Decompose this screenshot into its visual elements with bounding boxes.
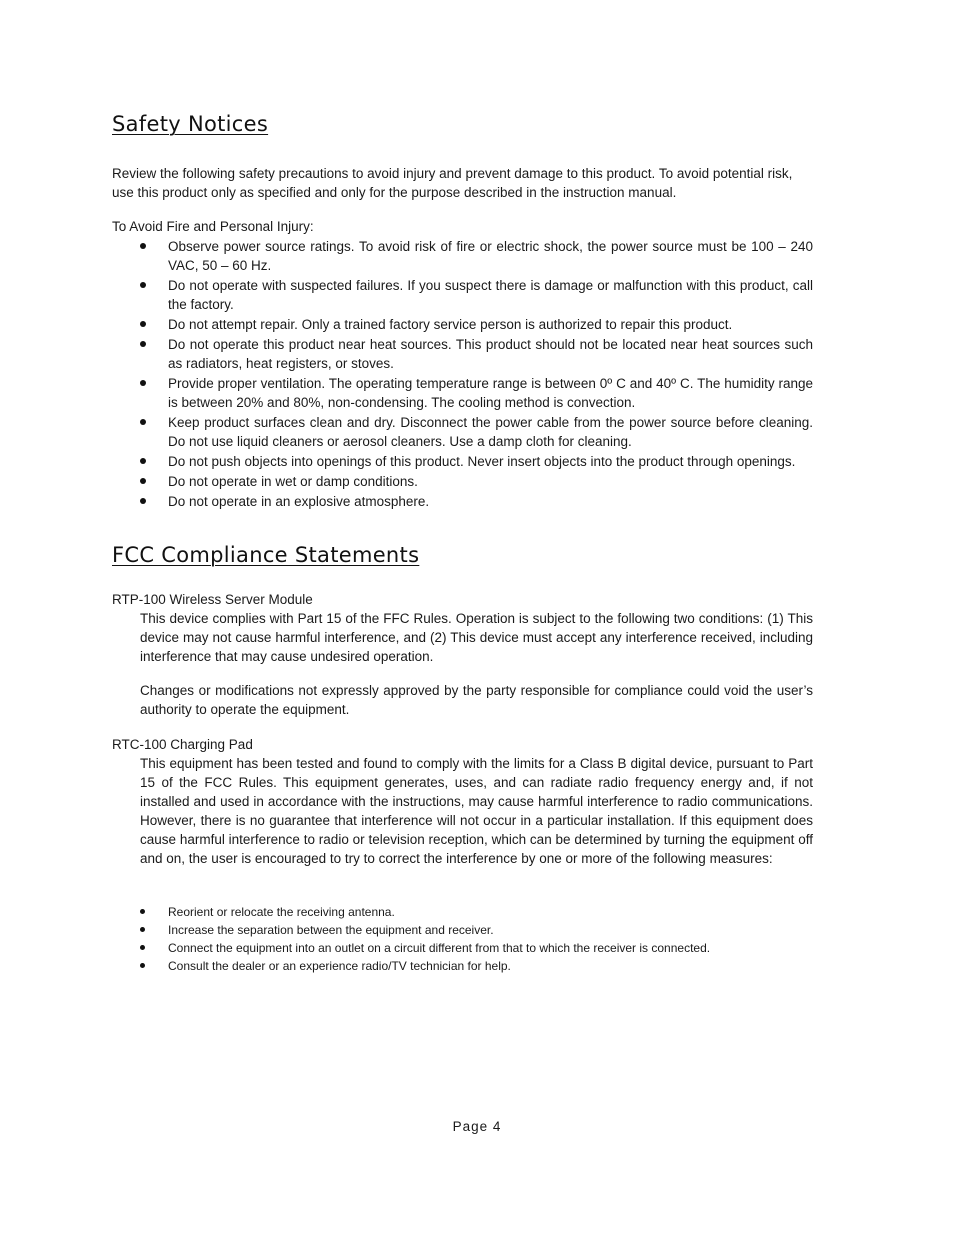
fcc-compliance-heading: FCC Compliance Statements <box>112 543 420 567</box>
bullet-icon <box>140 458 146 464</box>
list-item-text: Do not operate with suspected failures. If you suspect there is damage or malfunction with this product, call the factory. <box>168 278 813 312</box>
list-item-text: Consult the dealer or an experience radio/TV technician for help. <box>168 959 511 973</box>
list-item <box>140 903 813 921</box>
bullet-icon <box>140 282 146 288</box>
list-item-text: Increase the separation between the equipment and receiver. <box>168 923 494 937</box>
list-item <box>140 921 813 939</box>
bullet-icon <box>140 945 145 950</box>
list-item <box>140 237 813 275</box>
bullet-icon <box>140 478 146 484</box>
list-item <box>140 374 813 412</box>
bullet-icon <box>140 498 146 504</box>
list-item <box>140 472 813 491</box>
list-item-text: Reorient or relocate the receiving antenna. <box>168 905 395 919</box>
list-item <box>140 335 813 373</box>
rtp-module-label: RTP-100 Wireless Server Module <box>112 592 313 607</box>
bullet-icon <box>140 243 146 249</box>
list-item <box>140 957 813 975</box>
bullet-icon <box>140 419 146 425</box>
bullet-icon <box>140 341 146 347</box>
list-item-text: Do not attempt repair. Only a trained factory service person is authorized to repair this product. <box>168 317 733 332</box>
safety-intro-paragraph: Review the following safety precautions to avoid injury and prevent damage to this product. To avoid potential risk, use this product only as specified and only for the purpose described in the instruction manual. <box>112 166 793 200</box>
list-item <box>140 492 813 511</box>
bullet-icon <box>140 927 145 932</box>
list-item-text: Do not operate this product near heat sources. This product should not be located near heat sources such as radiators, heat registers, or stoves. <box>168 337 813 371</box>
bullet-icon <box>140 909 145 914</box>
bullet-icon <box>140 321 146 327</box>
list-item <box>140 413 813 451</box>
rtp-modifications-paragraph: Changes or modifications not expressly approved by the party responsible for compliance could void the user’s authority to operate the equipment. <box>140 683 813 717</box>
list-item-text: Do not push objects into openings of this product. Never insert objects into the product through openings. <box>168 454 796 469</box>
list-item <box>140 452 813 471</box>
bullet-icon <box>140 963 145 968</box>
list-item <box>140 315 813 334</box>
list-item <box>140 939 813 957</box>
interference-measures-list <box>140 903 813 975</box>
rtp-compliance-paragraph: This device complies with Part 15 of the FFC Rules. Operation is subject to the following two conditions: (1) This device may not cause harmful interference, and (2) This device must accept any interference received, including interference that may cause undesired operation. <box>140 611 813 664</box>
bullet-icon <box>140 380 146 386</box>
safety-notices-heading: Safety Notices <box>112 112 269 136</box>
list-item-text: Connect the equipment into an outlet on a circuit different from that to which the receiver is connected. <box>168 941 711 955</box>
rtc-pad-label: RTC-100 Charging Pad <box>112 737 253 752</box>
list-item-text: Do not operate in wet or damp conditions. <box>168 474 418 489</box>
list-item-text: Do not operate in an explosive atmosphere. <box>168 494 430 509</box>
safety-subheading: To Avoid Fire and Personal Injury: <box>112 219 314 234</box>
safety-list <box>140 237 813 512</box>
list-item-text: Provide proper ventilation. The operating temperature range is between 0º C and 40º C. The humidity range is between 20% and 80%, non-condensing. The cooling method is convection. <box>168 376 813 410</box>
rtc-compliance-paragraph: This equipment has been tested and found to comply with the limits for a Class B digital device, pursuant to Part 15 of the FCC Rules. This equipment generates, uses, and can radiate radio frequency energy and, if not installed and used in accordance with the instructions, may cause harmful interference to radio communications. However, there is no guarantee that interference will not occur in a particular installation. If this equipment does cause harmful interference to radio or television reception, which can be determined by turning the equipment off and on, the user is encouraged to try to correct the interference by one or more of the following measures: <box>140 756 813 866</box>
page-number: Page 4 <box>452 1119 502 1134</box>
list-item <box>140 276 813 314</box>
list-item-text: Observe power source ratings. To avoid risk of fire or electric shock, the power source must be 100 – 240 VAC, 50 – 60 Hz. <box>168 239 813 273</box>
list-item-text: Keep product surfaces clean and dry. Disconnect the power cable from the power source before cleaning. Do not use liquid cleaners or aerosol cleaners. Use a damp cloth for cleaning. <box>168 415 813 449</box>
